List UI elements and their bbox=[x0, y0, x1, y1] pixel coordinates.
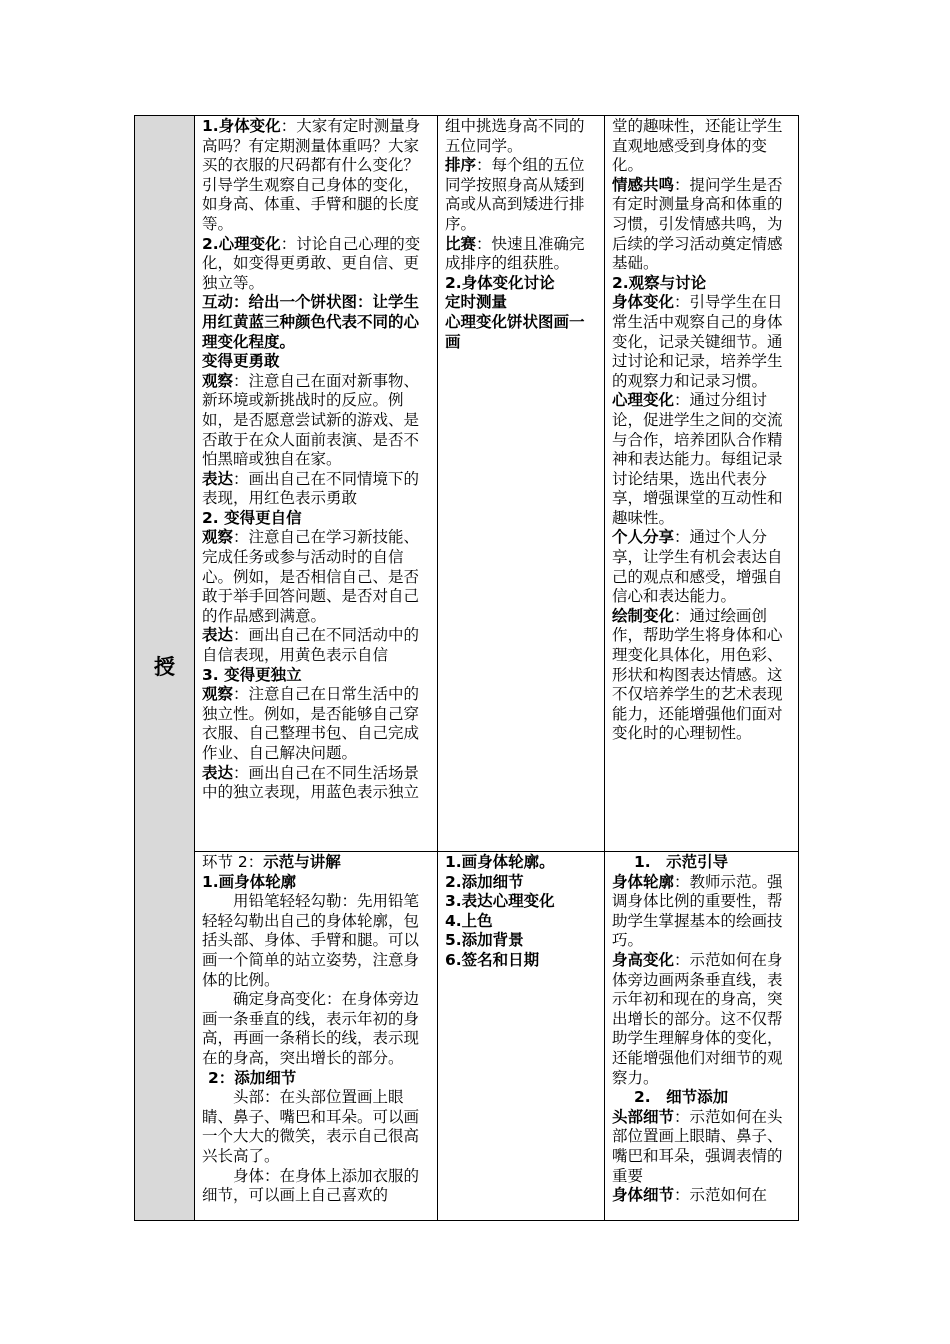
paragraph bbox=[202, 666, 432, 686]
paragraph bbox=[202, 352, 432, 372]
paragraph: 身体变化：引导学生在日常生活中观察自己的身体变化，记录关键细节。通过讨论和记录，培养学生的观察力和记录习惯。 bbox=[612, 293, 783, 390]
paragraph bbox=[612, 1088, 793, 1108]
term-label: 心理变化 bbox=[612, 391, 675, 410]
term-label: 2.观察与讨论 bbox=[612, 273, 707, 292]
paragraph bbox=[202, 509, 432, 529]
paragraph: 身高变化：示范如何在身体旁边画两条垂直线，表示年初和现在的身高，突出增长的部分。这不仅帮助学生理解身体的变化，还能增强他们对细节的观察力。 bbox=[612, 950, 783, 1087]
paragraph: 观察：注意自己在面对新事物、新环境或新挑战时的反应。例如，是否愿意尝试新的游戏、是否敢于在众人面前表演、是否不怕黑暗或独自在家。 bbox=[202, 371, 420, 469]
paragraph: 堂的趣味性，还能让学生直观地感受到身体的变化。 bbox=[612, 117, 783, 175]
term-label: 变得更勇敢 bbox=[202, 352, 280, 371]
term-label: 1.画身体轮廓 bbox=[202, 872, 297, 891]
paragraph: 观察：注意自己在日常生活中的独立性。例如，是否能够自己穿衣服、自己整理书包、自己完成作业、自己解决问题。 bbox=[202, 685, 420, 762]
student-activity-cell bbox=[438, 116, 605, 852]
paragraph: 身体轮廓：教师示范。强调身体比例的重要性，帮助学生掌握基本的绘画技巧。 bbox=[612, 872, 783, 950]
paragraph: 心理变化：通过分组讨论，促进学生之间的交流与合作，培养团队合作精神和表达能力。每组记录讨论结果，选出代表分享，增强课堂的互动性和趣味性。 bbox=[612, 391, 783, 527]
term-label: 1. 示范引导 bbox=[634, 853, 729, 871]
term-label: 2. 细节添加 bbox=[634, 1088, 729, 1107]
paragraph bbox=[445, 293, 599, 313]
paragraph: 确定身高变化：在身体旁边画一条垂直的线，表示年初的身高，再画一条稍长的线，表示现在的身高，突出增长的部分。 bbox=[202, 990, 420, 1067]
paragraph: 组中挑选身高不同的五位同学。 bbox=[445, 117, 585, 155]
term-label: 2.心理变化 bbox=[202, 234, 281, 253]
paragraph: 头部：在头部位置画上眼睛、鼻子、嘴巴和耳朵。可以画一个大大的微笑，表示自己很高兴长高了。 bbox=[202, 1088, 420, 1165]
paragraph: 2.心理变化：讨论自己心理的变化，如变得更勇敢、更自信、更独立等。 bbox=[202, 234, 421, 292]
table-row bbox=[135, 852, 799, 1221]
paragraph bbox=[612, 274, 793, 294]
term-label: 头部细节 bbox=[612, 1107, 675, 1126]
term-label: 表达 bbox=[202, 763, 234, 782]
lesson-plan-table bbox=[134, 115, 799, 1221]
teaching-content-cell bbox=[195, 116, 438, 852]
term-label: 3. 变得更独立 bbox=[202, 665, 302, 684]
paragraph: 2.添加细节 bbox=[445, 872, 524, 891]
term-label: 身体变化 bbox=[612, 293, 675, 312]
paragraph: 身体：在身体上添加衣服的细节，可以画上自己喜欢的 bbox=[202, 1166, 420, 1205]
paragraph: 4.上色 bbox=[445, 911, 493, 930]
teaching-content-cell bbox=[195, 852, 438, 1221]
paragraph bbox=[612, 853, 793, 873]
paragraph: 比赛：快速且准确完成排序的组获胜。 bbox=[445, 234, 585, 273]
paragraph: 用铅笔轻轻勾勒：先用铅笔轻轻勾勒出自己的身体轮廓，包括头部、身体、手臂和腿。可以画一个简单的站立姿势，注意身体的比例。 bbox=[202, 892, 420, 989]
design-intent-cell bbox=[605, 852, 799, 1221]
paragraph: 引导学生观察自己身体的变化，如身高、体重、手臂和腿的长度等。 bbox=[202, 175, 420, 233]
term-label: 表达 bbox=[202, 626, 234, 645]
term-label: 情感共鸣 bbox=[612, 175, 675, 194]
paragraph bbox=[445, 313, 599, 352]
paragraph: 1.画身体轮廓。 bbox=[445, 853, 555, 871]
student-activity-cell bbox=[438, 852, 605, 1221]
term-label: 比赛 bbox=[445, 234, 477, 253]
term-label: 1.身体变化 bbox=[202, 117, 281, 135]
term-label: 观察 bbox=[202, 685, 234, 704]
paragraph bbox=[202, 1069, 432, 1089]
term-label: 2. 变得更自信 bbox=[202, 508, 302, 527]
paragraph: 个人分享：通过个人分享，让学生有机会表达自己的观点和感受，增强自信心和表达能力。 bbox=[612, 528, 783, 606]
paragraph: 表达：画出自己在不同活动中的自信表现，用黄色表示自信 bbox=[202, 626, 420, 665]
term-label: 个人分享 bbox=[612, 528, 675, 547]
paragraph: 观察：注意自己在学习新技能、完成任务或参与活动时的自信心。例如，是否相信自己、是否敢于举手回答问题、是否对自己的作品感到满意。 bbox=[202, 528, 420, 625]
design-intent-cell bbox=[605, 116, 799, 852]
paragraph: 情感共鸣：提问学生是否有定时测量身高和体重的习惯，引发情感共鸣，为后续的学习活动奠定情感基础。 bbox=[612, 175, 783, 273]
paragraph: 1.身体变化：大家有定时测量身高吗？有定期测量体重吗？大家买的衣服的尺码都有什么变化？ bbox=[202, 117, 421, 175]
term-label: 排序 bbox=[445, 156, 477, 175]
paragraph: 绘制变化：通过绘画创作，帮助学生将身体和心理变化具体化，用色彩、形状和构图表达情感。这不仅培养学生的艺术表现能力，还能增强他们面对变化时的心理韧性。 bbox=[612, 606, 783, 743]
term-label: 身体轮廓 bbox=[612, 872, 675, 891]
paragraph: 互动：给出一个饼状图：让学生用红黄蓝三种颜色代表不同的心理变化程度。 bbox=[202, 293, 420, 351]
paragraph: 身体细节：示范如何在 bbox=[612, 1186, 768, 1205]
term-label: 定时测量 bbox=[445, 293, 508, 312]
paragraph: 头部细节：示范如何在头部位置画上眼睛、鼻子、嘴巴和耳朵，强调表情的重要 bbox=[612, 1107, 783, 1185]
paragraph: 5.添加背景 bbox=[445, 931, 524, 950]
paragraph bbox=[445, 274, 599, 294]
section-label: 授 bbox=[135, 116, 195, 1221]
paragraph: 表达：画出自己在不同情境下的表现，用红色表示勇敢 bbox=[202, 469, 420, 508]
paragraph bbox=[202, 873, 432, 893]
paragraph: 排序：每个组的五位同学按照身高从矮到高或从高到矮进行排序。 bbox=[445, 156, 585, 233]
term-label: 互动 bbox=[202, 293, 234, 312]
paragraph: 表达：画出自己在不同生活场景中的独立表现，用蓝色表示独立 bbox=[202, 763, 420, 802]
term-label: 身体细节 bbox=[612, 1186, 675, 1205]
term-label: 2.身体变化讨论 bbox=[445, 273, 555, 292]
paragraph: 3.表达心理变化 bbox=[445, 892, 555, 911]
term-label: 表达 bbox=[202, 469, 234, 488]
term-label: 绘制变化 bbox=[612, 606, 675, 625]
term-label: 观察 bbox=[202, 528, 234, 547]
table-row bbox=[135, 116, 799, 852]
term-label: 心理变化饼状图画一画 bbox=[445, 312, 585, 351]
term-label: 观察 bbox=[202, 371, 234, 390]
term-label: 2：添加细节 bbox=[208, 1068, 297, 1087]
step-heading: 环节 2：示范与讲解 bbox=[202, 853, 341, 871]
paragraph: 6.签名和日期 bbox=[445, 950, 540, 969]
term-label: 身高变化 bbox=[612, 950, 675, 969]
